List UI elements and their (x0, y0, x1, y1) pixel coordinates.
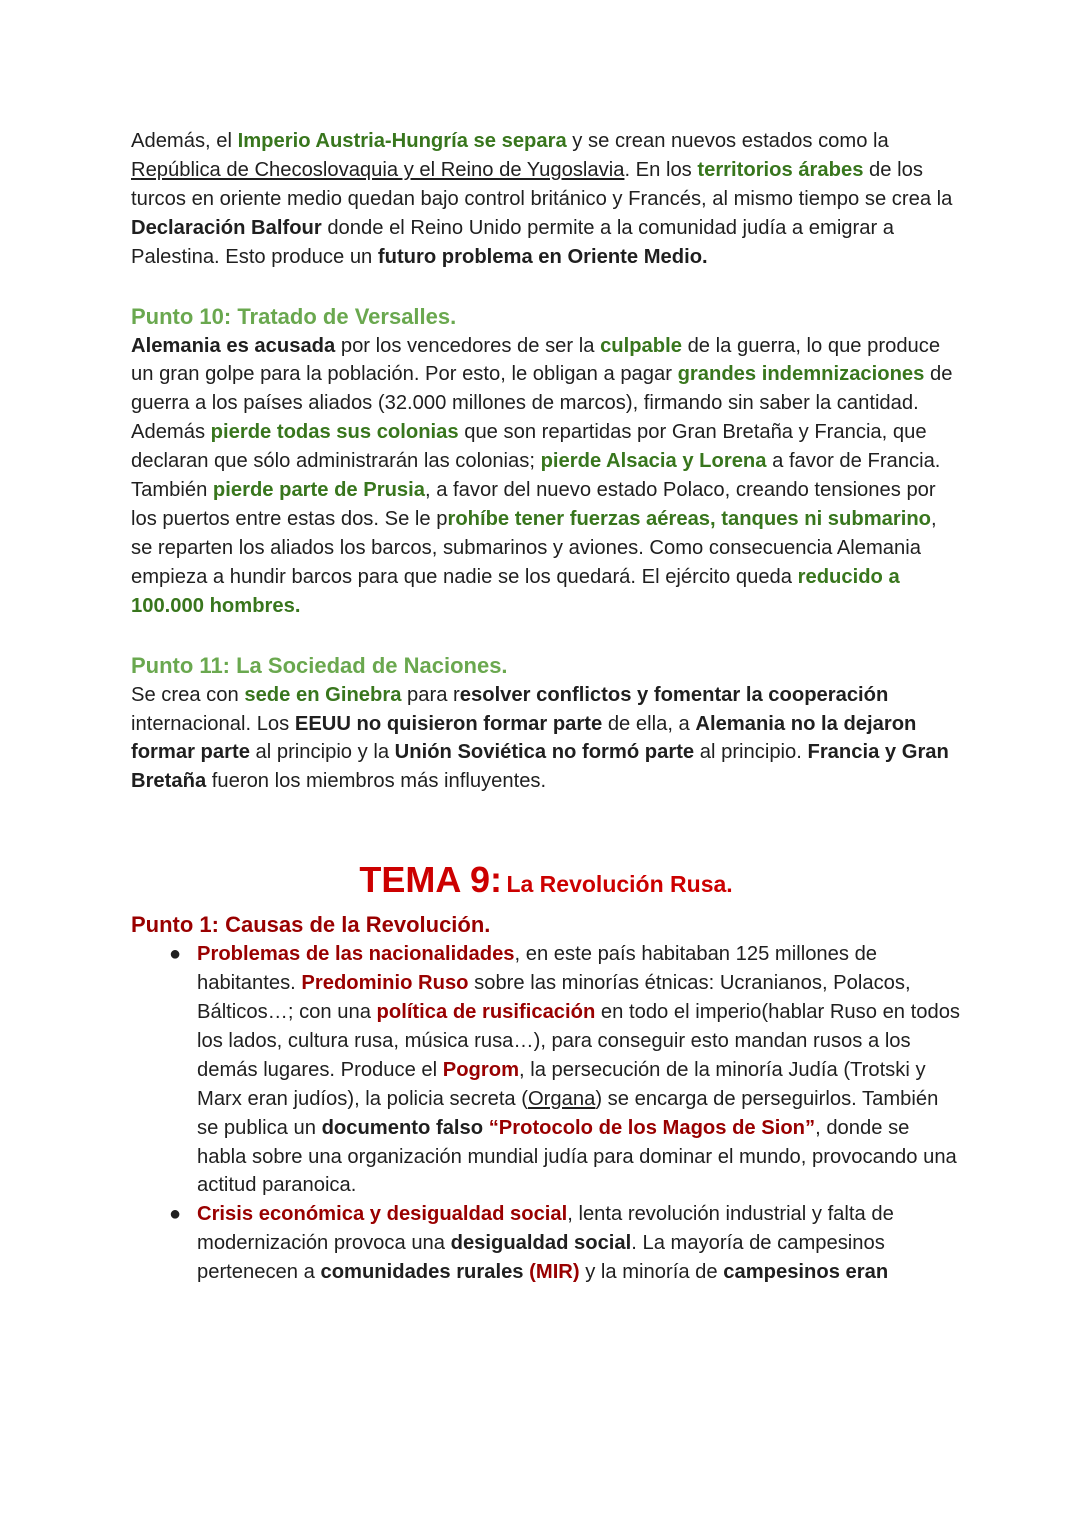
highlight: Crisis económica y desigualdad social (197, 1203, 568, 1226)
text: , donde se habla sobre una organización mundial judía para dominar el mundo, provocando una actitud paranoica. (197, 1116, 957, 1197)
highlight: pierde parte de Prusia (212, 479, 425, 502)
text: al principio y la (249, 741, 395, 764)
text: , lenta revolución industrial y falta de modernización provoca una (197, 1203, 894, 1255)
text: de la guerra, lo que produce un gran golpe para la población. Por esto, le obligan a pagar (131, 334, 941, 386)
highlight: culpable (600, 334, 682, 357)
highlight: rohíbe tener fuerzas aéreas, tanques ni submarino (447, 507, 931, 530)
highlight: pierde todas sus colonias (210, 421, 459, 444)
bold-text: Alemania es acusada (131, 334, 336, 357)
bold-text: Francia y Gran Bretaña (131, 741, 949, 793)
text: de los turcos en oriente medio quedan bajo control británico y Francés, al mismo tiempo se crea la (131, 158, 953, 210)
underlined-text: República de Checoslovaquia y el Reino de Yugoslavia (131, 158, 625, 181)
page-content (131, 127, 961, 1287)
bold-text: comunidades rurales (320, 1261, 524, 1284)
bold-text: desigualdad social (450, 1232, 632, 1255)
highlight: Pogrom (442, 1058, 520, 1081)
highlight: territorios árabes (697, 158, 864, 181)
text: Se crea con (131, 683, 245, 706)
text: que son repartidas por Gran Bretaña y Francia, que declaran que sólo administrarán las colonias; (131, 421, 927, 473)
text: internacional. Los (131, 712, 295, 735)
text: y la minoría de (579, 1261, 724, 1284)
bullet-list (131, 940, 961, 1287)
text: , en este país habitaban 125 millones de habitantes. (197, 943, 878, 995)
text: de guerra a los países aliados (32.000 millones de marcos), firmando sin saber la cantidad. Además (131, 363, 953, 444)
bullet-icon: ● (169, 1203, 182, 1226)
paragraph-punto-11 (131, 681, 961, 797)
text: por los vencedores de ser la (335, 334, 601, 357)
highlight: pierde Alsacia y Lorena (540, 450, 767, 473)
bold-text: Alemania no la dejaron formar parte (131, 712, 917, 764)
text: al principio. (694, 741, 808, 764)
list-item (169, 1200, 961, 1287)
text: sobre las minorías étnicas: Ucranianos, Polacos, Bálticos…; con una (197, 972, 911, 1024)
bold-text: EEUU no quisieron formar parte (294, 712, 603, 735)
heading-punto-11: Punto 11: La Sociedad de Naciones. (131, 652, 508, 678)
bold-text: esolver conflictos y fomentar la cooperación (459, 683, 889, 706)
paragraph-punto-10 (131, 332, 961, 621)
highlight: Problemas de las nacionalidades (197, 943, 515, 966)
text: , la persecución de la minoría Judía (Trotski y Marx eran judíos), la policia secreta ( (197, 1058, 926, 1110)
text: . En los (624, 158, 698, 181)
highlight: reducido a 100.000 hombres. (131, 565, 900, 617)
text: , se reparten los aliados los barcos, submarinos y aviones. Como consecuencia Alemania empieza a hundir barcos para que nadie se los quedará. El ejército queda (131, 507, 937, 588)
highlight: grandes indemnizaciones (677, 363, 925, 386)
list-item (169, 940, 961, 1200)
underlined-text: Organa (527, 1087, 596, 1110)
chapter-number: TEMA 9: (359, 859, 502, 901)
heading-tema9-punto-1: Punto 1: Causas de la Revolución. (131, 912, 491, 938)
text: Además, el (131, 130, 238, 152)
bullet-icon: ● (169, 943, 182, 966)
text: fueron los miembros más influyentes. (206, 770, 547, 793)
paragraph-intro (131, 127, 961, 272)
highlight: sede en Ginebra (244, 683, 402, 706)
text: y se crean nuevos estados como la (566, 130, 889, 152)
bold-text: Unión Soviética no formó parte (394, 741, 695, 764)
highlight: Predominio Ruso (301, 972, 469, 995)
text: de ella, a (602, 712, 696, 735)
text: ) se encarga de perseguirlos. También se publica un (197, 1087, 939, 1139)
highlight: política de rusificación (376, 1001, 596, 1024)
bold-text: documento falso (321, 1116, 489, 1139)
chapter-subtitle: La Revolución Rusa. (506, 871, 733, 898)
bold-text: Declaración Balfour (131, 216, 322, 239)
chapter-title (131, 858, 961, 910)
heading-punto-10: Punto 10: Tratado de Versalles. (131, 303, 457, 329)
highlight: Imperio Austria-Hungría se separa (237, 130, 567, 152)
text: a favor de Francia. También (131, 450, 941, 502)
highlight: (MIR) (529, 1261, 580, 1284)
text: . La mayoría de campesinos pertenecen a (197, 1232, 885, 1284)
bold-text: campesinos eran (723, 1261, 889, 1284)
text: para r (401, 683, 460, 706)
highlight: “Protocolo de los Magos de Sion” (488, 1116, 816, 1139)
text: donde el Reino Unido permite a la comunidad judía a emigrar a Palestina. Esto produce un (131, 216, 895, 268)
text: , a favor del nuevo estado Polaco, creando tensiones por los puertos entre estas dos. Se le p (131, 479, 936, 530)
bold-text: futuro problema en Oriente Medio. (377, 245, 708, 268)
text: en todo el imperio(hablar Ruso en todos los lados, cultura rusa, música rusa…), para conseguir esto mandan rusos a los demás lugares. Produce el (197, 1001, 961, 1081)
